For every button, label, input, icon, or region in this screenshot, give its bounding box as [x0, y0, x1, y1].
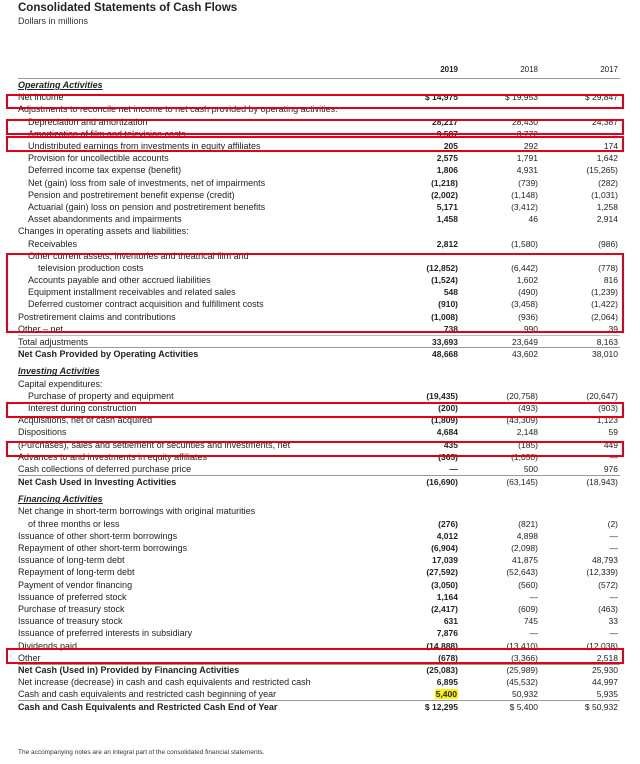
value-2017: 59: [608, 427, 618, 438]
value-2017: (1,239): [591, 287, 618, 298]
row-label: Issuance of long-term debt: [18, 555, 125, 566]
value-2018: (185): [518, 439, 538, 450]
table-row: [18, 603, 620, 615]
value-2019: 738: [443, 323, 458, 334]
value-2018: (936): [518, 311, 538, 322]
value-2018: —: [529, 628, 538, 639]
value-2017: 39: [608, 323, 618, 334]
value-2017: 2,914: [596, 214, 618, 225]
row-label: Repayment of other short-term borrowings: [18, 543, 188, 554]
value-2019: 28,217: [432, 116, 458, 127]
value-2019: 2,812: [436, 238, 458, 249]
value-2017: 1,258: [596, 201, 618, 212]
value-2019: (1,524): [431, 275, 458, 286]
value-2019: (25,083): [426, 665, 458, 676]
row-label: Deferred customer contract acquisition and fulfillment costs: [28, 299, 264, 310]
value-2017: (12,339): [586, 567, 618, 578]
row-label: Purchase of treasury stock: [18, 603, 125, 614]
table-row: [18, 591, 620, 603]
table-row: [18, 177, 620, 189]
table-row: [18, 627, 620, 639]
value-2017: 25,930: [592, 665, 618, 676]
row-label: Other – net: [18, 323, 64, 334]
value-2017: 816: [603, 275, 618, 286]
value-2018: (3,412): [511, 201, 538, 212]
value-2019: (2,417): [431, 603, 458, 614]
table-body: [18, 79, 620, 713]
value-2019: 7,876: [436, 628, 458, 639]
row-label: Interest during construction: [28, 402, 137, 413]
row-label: Asset abandonments and impairments: [28, 214, 182, 225]
value-2018: 4,931: [516, 165, 538, 176]
annotation-box-preferred-interests: [6, 648, 624, 664]
value-2018: 1,791: [516, 153, 538, 164]
row-label: Financing Activities: [18, 494, 103, 505]
row-label: Dispositions: [18, 427, 67, 438]
row-label: Payment of vendor financing: [18, 579, 133, 590]
row-label: Provision for uncollectible accounts: [28, 153, 169, 164]
table-row: [18, 566, 620, 578]
annotation-box-working-capital: [6, 250, 624, 333]
value-2018: (63,145): [506, 476, 538, 487]
value-2018: 23,649: [512, 336, 538, 347]
value-2018: (43,309): [506, 415, 538, 426]
section-heading: [18, 493, 620, 505]
value-2017: 8,163: [596, 336, 618, 347]
value-2019: (14,888): [426, 640, 458, 651]
value-2018: 292: [523, 141, 538, 152]
table-row: [18, 164, 620, 176]
value-2017: —: [609, 628, 618, 639]
row-label: Accounts payable and other accrued liabilities: [28, 275, 211, 286]
row-label: Investing Activities: [18, 366, 100, 377]
row-label: Changes in operating assets and liabilities:: [18, 226, 189, 237]
value-2019: [380, 689, 460, 699]
value-2018: 50,932: [512, 689, 538, 700]
row-label: Total adjustments: [18, 336, 89, 347]
table-row: [18, 688, 620, 700]
value-2018: 3,772: [516, 128, 538, 139]
value-2017: $ 29,847: [584, 92, 618, 103]
value-2019: —: [449, 463, 458, 474]
row-label: Net change in short-term borrowings with original maturities: [18, 506, 256, 517]
annotation-box-depreciation: [6, 116, 624, 135]
value-2017: (903): [598, 402, 618, 413]
annotation-box-amortization-film: [6, 136, 624, 152]
row-label: Dividends paid: [18, 640, 78, 651]
value-2017: (18,943): [586, 476, 618, 487]
table-row: [18, 426, 620, 438]
table-row: [18, 615, 620, 627]
value-2019: 17,039: [432, 555, 458, 566]
value-2018: (45,532): [506, 677, 538, 688]
row-label: Adjustments to reconcile net income to net cash provided by operating activities:: [18, 104, 338, 115]
table-row: [18, 225, 620, 237]
row-label: Operating Activities: [18, 80, 103, 91]
row-label: television production costs: [38, 262, 144, 273]
value-2019: (910): [438, 299, 458, 310]
total-row: [18, 475, 620, 487]
row-label: Deferred income tax expense (benefit): [28, 165, 182, 176]
value-2019: 631: [443, 616, 458, 627]
value-2017: —: [609, 451, 618, 462]
table-row: [18, 152, 620, 164]
value-2019: (1,008): [431, 311, 458, 322]
value-2017: —: [609, 543, 618, 554]
value-2018: 2,148: [516, 427, 538, 438]
value-2019: (2,002): [431, 189, 458, 200]
value-2017: (282): [598, 177, 618, 188]
row-label: Equipment installment receivables and related sales: [28, 287, 236, 298]
value-2019: 6,895: [436, 677, 458, 688]
table-row: [18, 189, 620, 201]
value-2018: (493): [518, 402, 538, 413]
value-2018: (1,580): [511, 238, 538, 249]
table-row: [18, 213, 620, 225]
row-label: Net Cash (Used in) Provided by Financing Activities: [18, 665, 240, 676]
row-label: Issuance of preferred interests in subsidiary: [18, 628, 193, 639]
value-2019: $ 14,975: [424, 92, 458, 103]
value-2017: 38,010: [592, 348, 618, 359]
table-row: [18, 505, 620, 517]
value-2017: —: [609, 128, 618, 139]
value-2018: (6,442): [511, 262, 538, 273]
table-row: [18, 390, 620, 402]
value-2019: (16,690): [426, 476, 458, 487]
value-2018: (1,050): [511, 451, 538, 462]
highlighted-value: 5,400: [435, 689, 457, 700]
value-2017: $ 50,932: [584, 701, 618, 712]
annotation-box-net-income: [6, 94, 624, 109]
row-label: Actuarial (gain) loss on pension and postretirement benefits: [28, 201, 266, 212]
row-label: Net (gain) loss from sale of investments, net of impairments: [28, 177, 266, 188]
row-label: Postretirement claims and contributions: [18, 311, 176, 322]
value-2017: (1,031): [591, 189, 618, 200]
value-2019: 9,587: [436, 128, 458, 139]
value-2017: 1,123: [596, 415, 618, 426]
value-2018: 41,875: [512, 555, 538, 566]
value-2019: (200): [438, 402, 458, 413]
value-2019: (12,852): [426, 262, 458, 273]
table-row: [18, 335, 620, 347]
value-2017: 976: [603, 463, 618, 474]
table-row: [18, 463, 620, 475]
value-2018: (1,148): [511, 189, 538, 200]
table-row: [18, 237, 620, 249]
row-label: Amortization of film and television costs: [28, 128, 186, 139]
value-2017: —: [609, 591, 618, 602]
row-label: Undistributed earnings from investments in equity affiliates: [28, 141, 261, 152]
value-2018: (3,458): [511, 299, 538, 310]
value-2018: (739): [518, 177, 538, 188]
value-2017: 174: [603, 141, 618, 152]
value-2017: 48,793: [592, 555, 618, 566]
value-2017: 24,387: [592, 116, 618, 127]
value-2019: (1,809): [431, 415, 458, 426]
value-2018: 500: [523, 463, 538, 474]
row-label: Purchase of property and equipment: [28, 390, 174, 401]
value-2018: $ 19,953: [504, 92, 538, 103]
value-2017: (20,647): [586, 390, 618, 401]
value-2018: (609): [518, 603, 538, 614]
value-2017: (463): [598, 603, 618, 614]
row-label: Issuance of other short-term borrowings: [18, 530, 178, 541]
value-2017: (778): [598, 262, 618, 273]
total-row: [18, 700, 620, 712]
value-2019: (276): [438, 518, 458, 529]
value-2019: 435: [443, 439, 458, 450]
value-2019: (6,904): [431, 543, 458, 554]
value-2017: (1,422): [591, 299, 618, 310]
value-2018: 745: [523, 616, 538, 627]
footnote: The accompanying notes are an integral part of the consolidated financial statements.: [18, 749, 265, 756]
row-label: Net income: [18, 92, 64, 103]
value-2018: (20,758): [506, 390, 538, 401]
value-2019: 5,171: [436, 201, 458, 212]
table-row: [18, 542, 620, 554]
table-row: [18, 579, 620, 591]
row-label: Net increase (decrease) in cash and cash equivalents and restricted cash: [18, 677, 311, 688]
value-2017: (2,064): [591, 311, 618, 322]
annotation-box-dispositions: [6, 441, 624, 457]
value-2019: (27,592): [426, 567, 458, 578]
value-2019: (1,218): [431, 177, 458, 188]
row-label: Issuance of preferred stock: [18, 591, 127, 602]
row-label: Receivables: [28, 238, 78, 249]
value-2019: 33,693: [432, 336, 458, 347]
document-subtitle: Dollars in millions: [18, 16, 89, 26]
value-2017: (572): [598, 579, 618, 590]
total-row: [18, 347, 620, 359]
value-2018: —: [529, 591, 538, 602]
row-label: Net Cash Provided by Operating Activities: [18, 348, 199, 359]
value-2018: (560): [518, 579, 538, 590]
row-label: Acquisitions, net of cash acquired: [18, 415, 153, 426]
value-2019: 2,575: [436, 153, 458, 164]
value-2017: 449: [603, 439, 618, 450]
year-header-2019: 2019: [440, 64, 458, 74]
value-2017: 5,935: [596, 689, 618, 700]
value-2019: (19,435): [426, 390, 458, 401]
year-header-2017: 2017: [600, 64, 618, 74]
row-label: Cash collections of deferred purchase price: [18, 463, 192, 474]
row-label: Capital expenditures:: [18, 378, 103, 389]
value-2018: (52,643): [506, 567, 538, 578]
value-2019: (3,050): [431, 579, 458, 590]
value-2019: 4,684: [436, 427, 458, 438]
table-row: [18, 201, 620, 213]
row-label: (Purchases), sales and settlement of securities and investments, net: [18, 439, 291, 450]
row-label: Repayment of long-term debt: [18, 567, 135, 578]
value-2017: (986): [598, 238, 618, 249]
value-2019: (678): [438, 652, 458, 663]
section-heading: [18, 79, 620, 91]
value-2019: 1,806: [436, 165, 458, 176]
section-heading: [18, 365, 620, 377]
value-2018: 46: [528, 214, 538, 225]
row-label: Other: [18, 652, 41, 663]
value-2017: —: [609, 530, 618, 541]
value-2018: (490): [518, 287, 538, 298]
year-header-row: [18, 62, 620, 76]
value-2017: 1,642: [596, 153, 618, 164]
value-2019: 4,012: [436, 530, 458, 541]
value-2019: (365): [438, 451, 458, 462]
row-label: Cash and Cash Equivalents and Restricted Cash End of Year: [18, 701, 278, 712]
row-label: Advances to and investments in equity affiliates: [18, 451, 207, 462]
value-2017: (2): [607, 518, 618, 529]
table-row: [18, 518, 620, 530]
value-2018: (13,410): [506, 640, 538, 651]
row-label: Cash and cash equivalents and restricted cash beginning of year: [18, 689, 277, 700]
value-2019: 548: [443, 287, 458, 298]
value-2018: 4,898: [516, 530, 538, 541]
cash-flow-table: [18, 62, 620, 713]
value-2018: $ 5,400: [509, 701, 538, 712]
annotation-box-purchase-ppe: [6, 402, 624, 418]
table-row: [18, 530, 620, 542]
document-title: Consolidated Statements of Cash Flows: [18, 2, 238, 14]
value-2019: 205: [443, 141, 458, 152]
value-2019: 1,458: [436, 214, 458, 225]
row-label: Issuance of treasury stock: [18, 616, 123, 627]
total-row: [18, 664, 620, 676]
value-2017: (15,265): [586, 165, 618, 176]
row-label: Other current assets, inventories and theatrical film and: [28, 250, 249, 261]
value-2017: 2,518: [596, 652, 618, 663]
year-header-2018: 2018: [520, 64, 538, 74]
row-label: Net Cash Used in Investing Activities: [18, 476, 177, 487]
value-2019: $ 12,295: [424, 701, 458, 712]
value-2017: 44,997: [592, 677, 618, 688]
value-2019: 48,668: [432, 348, 458, 359]
value-2018: (2,098): [511, 543, 538, 554]
value-2018: (3,366): [511, 652, 538, 663]
value-2018: 28,430: [512, 116, 538, 127]
value-2018: 43,602: [512, 348, 538, 359]
value-2018: 990: [523, 323, 538, 334]
row-label: Depreciation and amortization: [28, 116, 148, 127]
row-label: Pension and postretirement benefit expense (credit): [28, 189, 235, 200]
value-2017: (12,038): [586, 640, 618, 651]
table-row: [18, 554, 620, 566]
value-2018: 1,602: [516, 275, 538, 286]
value-2019: 1,164: [436, 591, 458, 602]
row-label: of three months or less: [28, 518, 120, 529]
table-row: [18, 676, 620, 688]
table-row: [18, 378, 620, 390]
value-2018: (821): [518, 518, 538, 529]
value-2017: 33: [608, 616, 618, 627]
value-2018: (25,989): [506, 665, 538, 676]
